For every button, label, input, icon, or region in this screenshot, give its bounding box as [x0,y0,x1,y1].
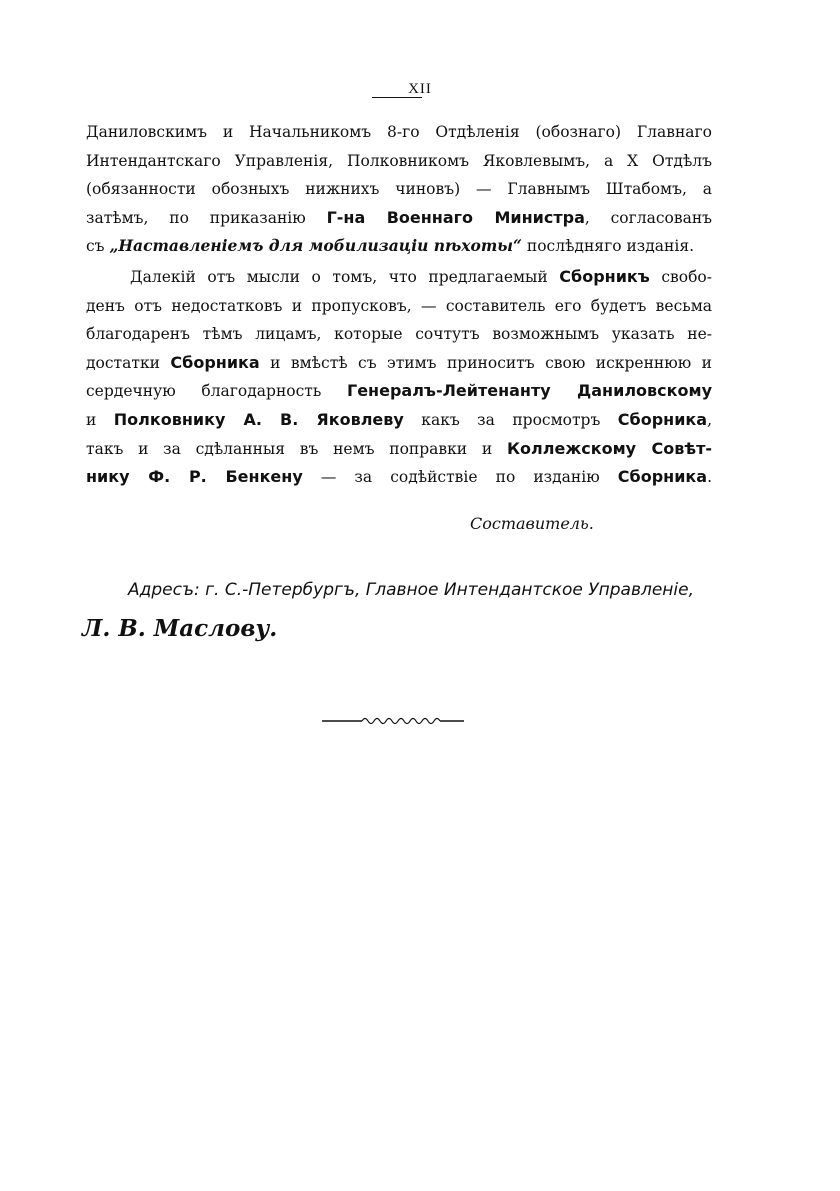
addressee-name: Л. В. Маслову. [82,615,278,642]
bold-phrase: Сборника [170,352,260,372]
bold-phrase: Сборника [617,467,708,487]
text-run: Далекій отъ мысли о томъ, что предлагаемый [130,268,560,286]
text-line [86,349,712,378]
header-rule [372,97,422,98]
page-number: XII [408,81,432,97]
text-run: Интендантскаго Управленія, Полковникомъ Яковлевымъ, а X Отдѣлъ [86,151,712,170]
text-run: Даниловскимъ и Начальникомъ 8-го Отдѣленія (обознаго) Главнаго [86,123,712,141]
signature: Составитель. [470,514,594,533]
text-run: достатки [86,353,171,372]
postal-address: Адресъ: г. С.-Петербургъ, Главное Интендантское Управленіе, [128,580,695,600]
text-line [86,204,712,233]
text-run: и вмѣстѣ съ этимъ приноситъ свою искреннюю и [259,353,712,372]
text-run: благодаренъ тѣмъ лицамъ, которые сочтутъ возможнымъ указать не- [86,325,712,344]
paragraph-2 [86,263,712,492]
text-line [86,118,712,147]
text-line [86,232,712,261]
text-run: какъ за просмотръ [403,410,618,429]
text-line [86,463,712,492]
bold-phrase: Г-на Военнаго Министра [326,207,585,227]
bold-phrase: Полковнику А. В. Яковлеву [113,409,404,429]
text-run: (обязанности обозныхъ нижнихъ чиновъ) — Главнымъ Штабомъ, а [86,180,712,199]
text-line [86,263,712,292]
text-run: послѣдняго изданія. [521,237,695,256]
text-run: — за содѣйствіе по изданію [302,468,618,487]
bold-phrase: Сборника [617,409,708,429]
end-ornament [322,712,464,730]
italic-title: „Наставленіемъ для мобилизаціи пѣхоты“ [109,236,522,256]
text-line [86,406,712,435]
paragraph-1 [86,118,712,261]
text-line [86,435,712,464]
bold-phrase: нику Ф. Р. Бенкену [86,467,303,487]
text-run: свобо- [649,268,712,286]
text-run: затѣмъ, по приказанію [86,208,327,227]
bold-phrase: Коллежскому Совѣт- [506,438,713,458]
text-line [86,320,712,349]
text-line [86,175,712,204]
text-line [86,377,712,406]
text-run: . [707,468,712,487]
text-run: и [86,410,114,429]
text-line [86,147,712,176]
text-run: сердечную благодарность [86,382,347,401]
text-run: такъ и за сдѣланныя въ немъ поправки и [86,439,507,458]
text-run: денъ отъ недостатковъ и пропусковъ, — составитель его будетъ весьма [86,296,712,315]
text-run: съ [86,237,110,256]
text-run: , [707,410,712,429]
text-run: , согласованъ [584,208,713,227]
bold-phrase: Генералъ-Лейтенанту Даниловскому [347,381,712,401]
bold-phrase: Сборникъ [559,267,650,286]
text-line [86,292,712,321]
